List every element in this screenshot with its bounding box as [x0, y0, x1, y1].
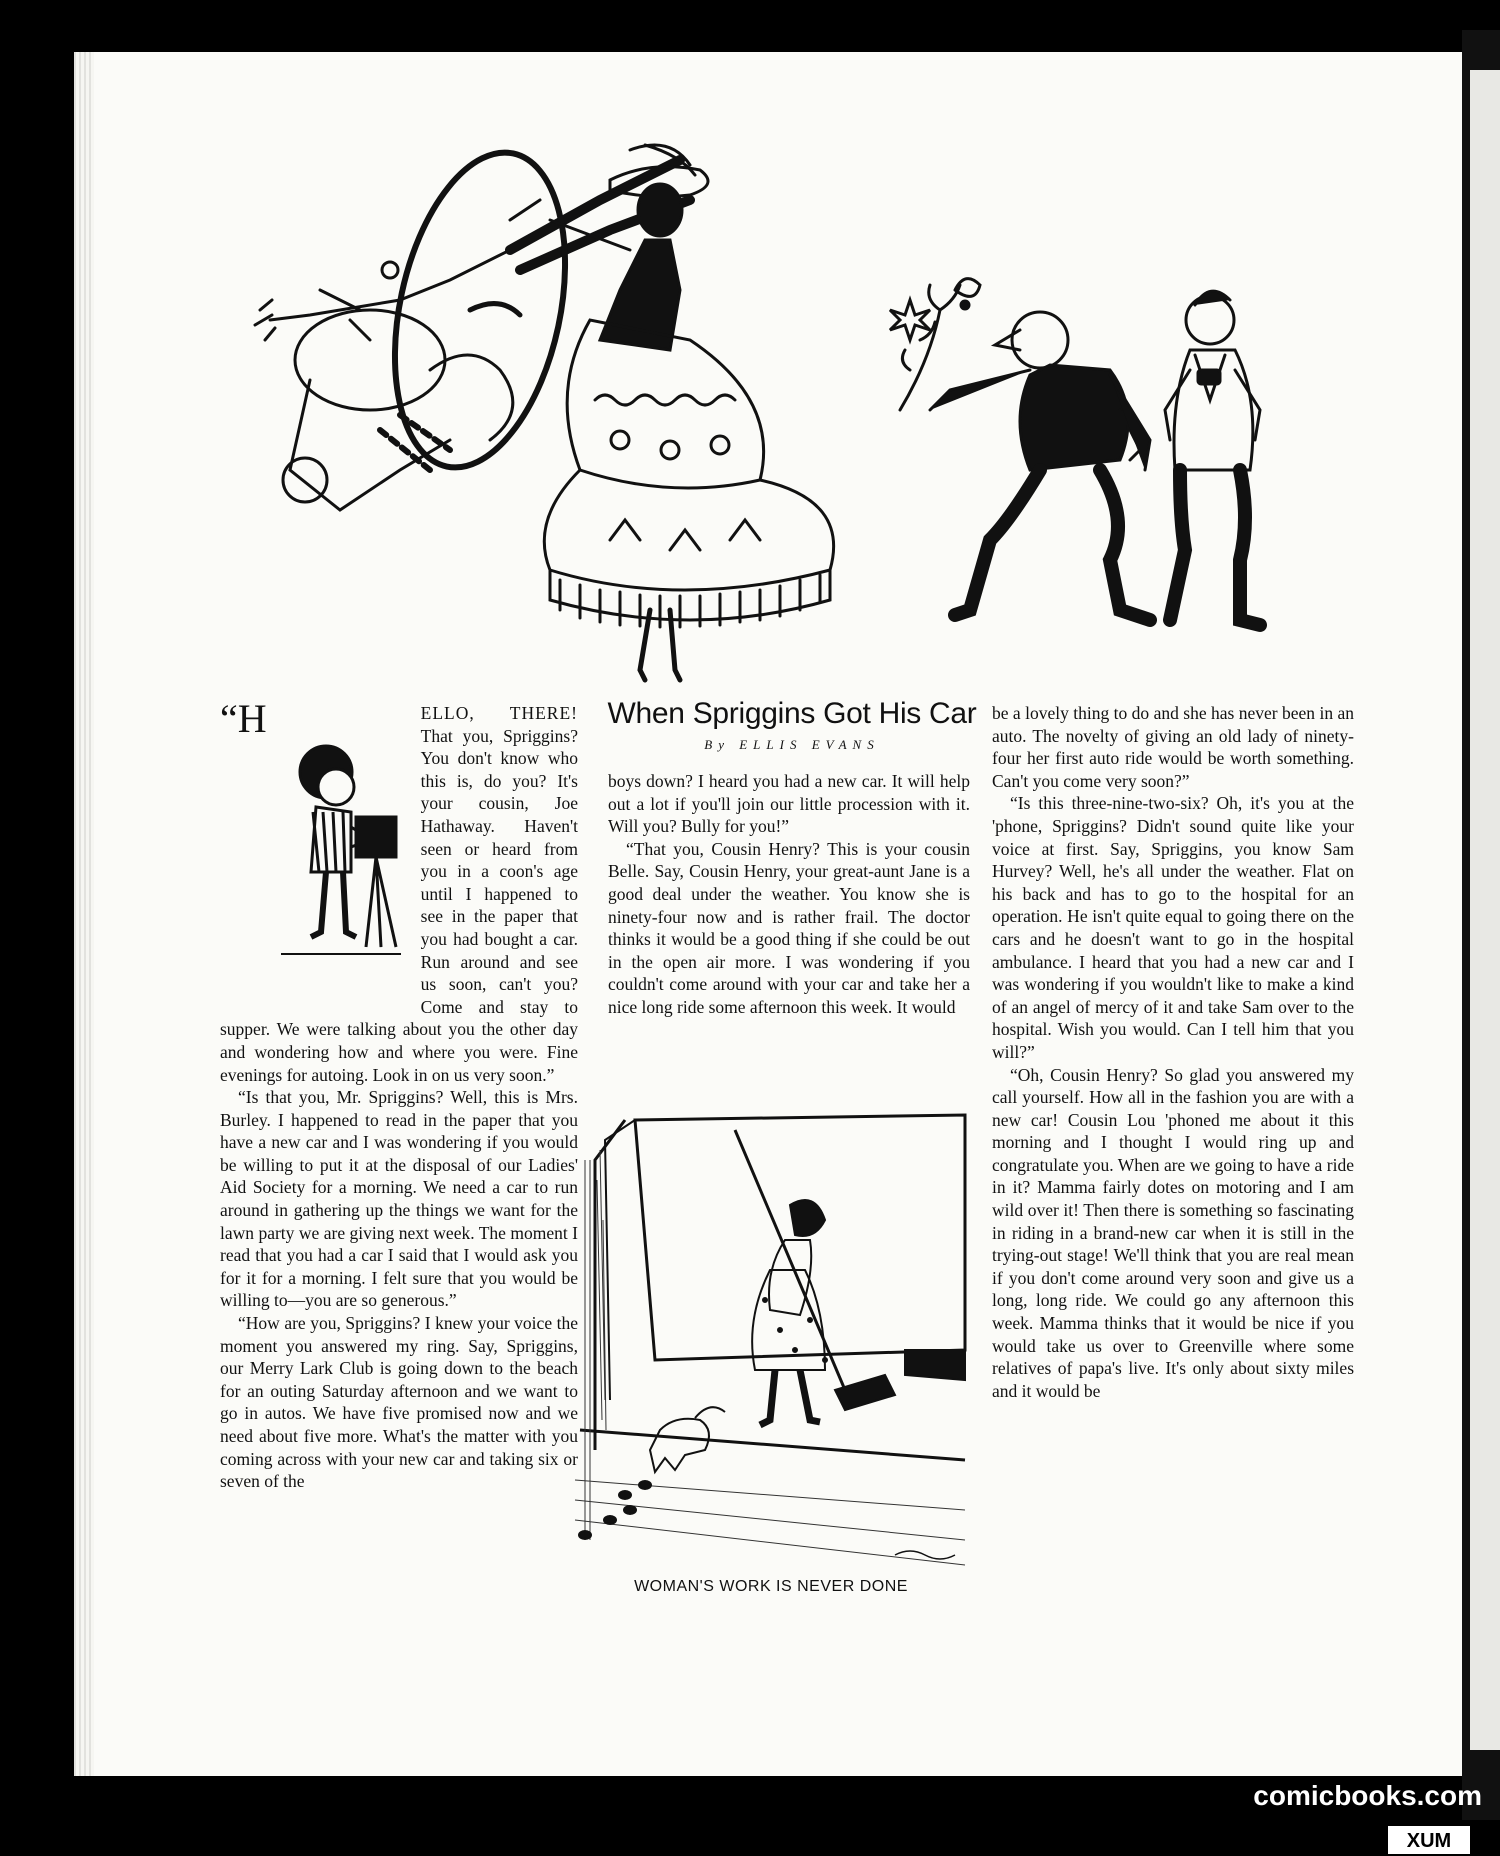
paragraph-boys-down: boys down? I heard you had a new car. It will help out a lot if you'll join our little procession with it. Will you? Bully for you!”: [608, 771, 970, 837]
opening-paragraph-text: That you, Spriggins? You don't know who this is, do you? It's your cousin, Joe Hathaway. Haven't seen or heard from you in a coon's age until I happened to see in the paper that you had bought a car. Run around and see us soon, can't you? Come and stay to supper. We were talking about you the other day and wondering how and where you were. Fine evenings for autoing. Look in on us very soon.”: [220, 725, 578, 1085]
site-watermark: comicbooks.com: [1253, 1780, 1482, 1811]
facing-page-edge: [1462, 30, 1500, 1820]
sweeping-girl-cartoon: [565, 1100, 977, 1575]
young-gentleman: [1165, 291, 1260, 625]
opening-paragraph: [220, 696, 578, 1086]
intro-words: ELLO, THERE!: [420, 703, 578, 723]
text-column-3: [992, 702, 1354, 1402]
paragraph-lovely-thing: be a lovely thing to do and she has never been in an auto. The novelty of giving an old lady of ninety-four her first auto ride would be worth something. Can't you come very soon?”: [992, 703, 1354, 791]
text-column-2: [608, 770, 970, 1019]
header-illustration: [250, 140, 1350, 685]
paragraph-sam-hurvey: “Is this three-nine-two-six? Oh, it's you at the 'phone, Spriggins? Didn't sound quite like your voice at first. Say, Spriggins, you know Sam Hurvey? Well, he's all under the weather. Flat on his back and has to go to the hospital for an operation. He isn't quite equal to going there on the cars and he doesn't want to go in the hospital ambulance. I heard that you had a new car and I was wondering if you wouldn't like to make a kind of an angel of mercy of it and take Sam over to the hospital. Wish you would. Can I tell him that you will?”: [992, 793, 1354, 1062]
text-column-1: [220, 696, 578, 1493]
article-byline: By ELLIS EVANS: [704, 737, 880, 752]
paragraph-mrs-burley: “Is that you, Mr. Spriggins? Well, this is Mrs. Burley. I happened to read in the paper that you have a new car and I was wondering if you would be willing to put it at the disposal of our Ladies' Aid Society for a morning. We need a car to run around in gathering up the things we want for the lawn party we are giving next week. The moment I read that you had a car I said that I would ask you for it for a morning. I felt sure that you would be willing to—you are so generous.”: [220, 1087, 578, 1311]
article-title: When Spriggins Got His Car: [607, 697, 977, 730]
gentleman-with-flower: [890, 279, 1150, 620]
cartoon-caption: WOMAN'S WORK IS NEVER DONE: [634, 1578, 908, 1595]
page-gutter: [74, 52, 94, 1776]
paragraph-cousin-henry-call: “Oh, Cousin Henry? So glad you answered my call yourself. How all in the fashion you are with a new car! Cousin Lou 'phoned me about it this morning and I thought I would ring up and congratulate you. When are we going to have a ride in it? Mamma fairly dotes on motoring and I am wild over it! Then there is something so fascinating in riding in a brand-new car when it is still in the trying-out stage! We'll think that you are real mean if you don't come around very soon and give us a long, long ride. We could go any afternoon this week. Mamma thinks that it would be nice if you would take us over to Greenville where some relatives of papa's live. It's only about sixty miles and it would be: [992, 1064, 1354, 1401]
paragraph-cousin-belle: “That you, Cousin Henry? This is your cousin Belle. Say, Cousin Henry, your great-aunt Jane is a good deal under the weather. You know she is ninety-four now and is rather frail. The doctor thinks it would be a good thing if she could be out in the open air more. I was wondering if you couldn't come around with your car and take her a nice long ride some afternoon this week. It would: [608, 838, 970, 1017]
photographer-spot-illustration: [271, 732, 409, 994]
hoop: [368, 140, 591, 483]
scan-badge: XUM: [1388, 1826, 1470, 1854]
paragraph-merry-lark-club: “How are you, Spriggins? I knew your voice the moment you answered my ring. Say, Spriggins, our Merry Lark Club is going down to the beach for an outing Saturday afternoon and we want to go in autos. We have five promised now and we need about five more. What's the matter with you coming across with your new car and taking six or seven of the: [220, 1313, 578, 1492]
drop-cap: “H: [220, 696, 267, 741]
